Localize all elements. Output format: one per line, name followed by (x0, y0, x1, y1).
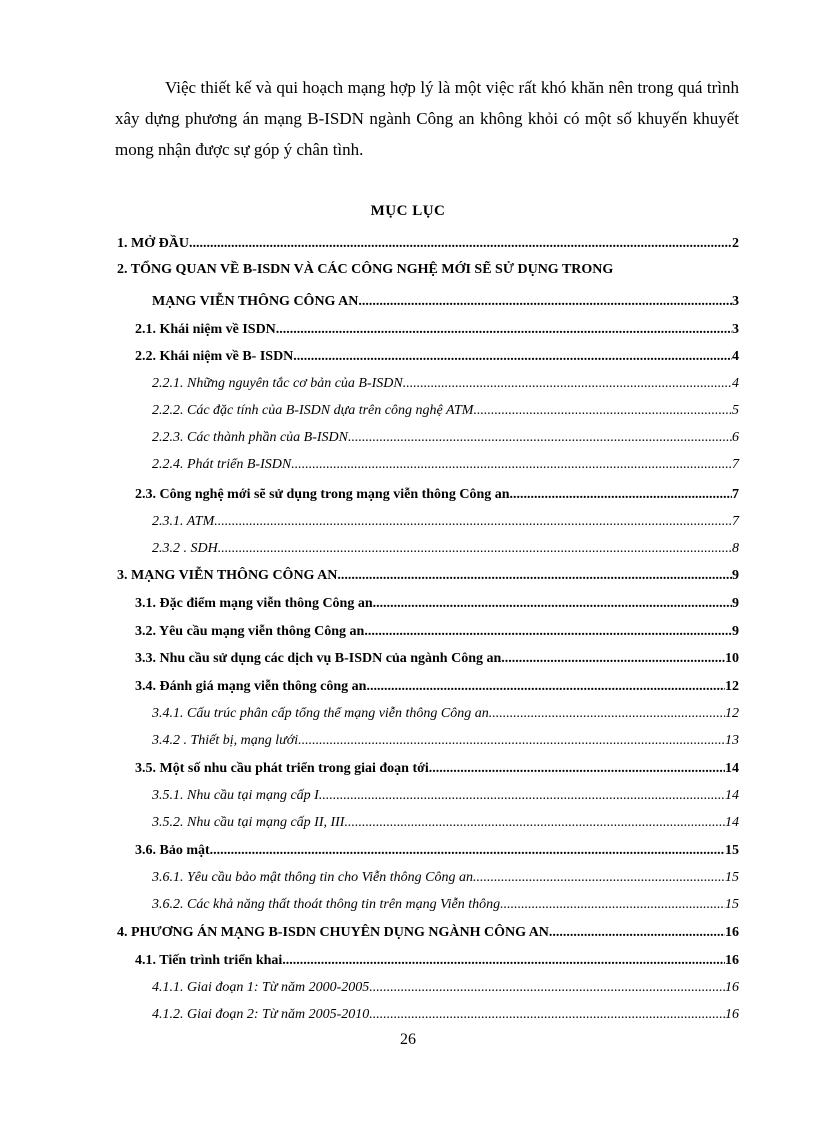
toc-entry-label: 3.4. Đánh giá mạng viễn thông công an (135, 679, 367, 694)
toc-entry-page: 14 (725, 761, 739, 776)
toc-entry[interactable] (135, 651, 739, 671)
toc-leader (366, 679, 725, 695)
page-number: 26 (400, 1031, 416, 1048)
toc-entry-page: 15 (725, 897, 739, 912)
toc-entry[interactable] (152, 706, 739, 726)
toc-leader (403, 376, 732, 392)
toc-leader (364, 624, 732, 640)
toc-entry[interactable] (152, 541, 739, 561)
toc-entry[interactable] (152, 514, 739, 534)
toc-entry-page: 14 (725, 788, 739, 803)
toc-entry[interactable] (152, 897, 739, 917)
toc-entry-label: 2.2.4. Phát triển B-ISDN (152, 457, 292, 472)
toc-leader (500, 897, 725, 913)
toc-entry-page: 5 (732, 403, 739, 418)
toc-entry-label: 3.3. Nhu cầu sử dụng các dịch vụ B-ISDN của ngành Công an (135, 651, 502, 666)
toc-leader (293, 349, 732, 365)
toc-entry-label: 4.1.1. Giai đoạn 1: Từ năm 2000-2005 (152, 980, 370, 995)
toc-entry-page: 9 (732, 568, 739, 583)
intro-text: Việc thiết kế và qui hoạch mạng hợp lý là một việc rất khó khăn nên trong quá trình xây dựng phương án mạng B-ISDN ngành Công an không khỏi có một số khuyến khuyết mong nhận được sự góp ý chân tình. (115, 78, 739, 159)
toc-leader (429, 761, 725, 777)
toc-entry-page: 7 (732, 457, 739, 472)
toc-entry[interactable] (152, 815, 739, 835)
toc-entry-page: 10 (725, 651, 739, 666)
toc-entry-page: 4 (732, 349, 739, 364)
toc-entry-page: 2 (732, 236, 739, 251)
toc-entry-label: 3.4.2 . Thiết bị, mạng lưới (152, 733, 299, 748)
toc-entry-label: 3.5.1. Nhu cầu tại mạng cấp I (152, 788, 319, 803)
intro-paragraph (115, 72, 739, 165)
toc-entry-label: 3.4.1. Cấu trúc phân cấp tổng thể mạng viễn thông Công an (152, 706, 489, 721)
toc-entry[interactable] (135, 596, 739, 616)
toc-entry-page: 7 (732, 487, 739, 502)
toc-leader (373, 596, 732, 612)
toc-leader (348, 430, 732, 446)
toc-entry[interactable] (152, 403, 739, 423)
toc-entry[interactable] (135, 322, 739, 342)
toc-entry-page: 9 (732, 624, 739, 639)
toc-leader (369, 980, 725, 996)
toc-entry-label: 2.2. Khái niệm về B- ISDN (135, 349, 294, 364)
toc-entry-label: 3. MẠNG VIỄN THÔNG CÔNG AN (117, 568, 338, 583)
toc-leader (276, 322, 732, 338)
toc-entry-page: 7 (732, 514, 739, 529)
toc-entry-page: 4 (732, 376, 739, 391)
toc-leader (291, 457, 732, 473)
toc-leader (282, 953, 725, 969)
toc-entry[interactable] (152, 980, 739, 1000)
toc-entry-label: 3.6.1. Yêu cầu bảo mật thông tin cho Viễn thông Công an (152, 870, 473, 885)
toc-leader (473, 403, 732, 419)
toc-entry-page: 3 (732, 294, 739, 309)
toc-entry[interactable] (152, 294, 739, 314)
toc-entry-label: 3.1. Đặc điểm mạng viễn thông Công an (135, 596, 373, 611)
toc-leader (337, 568, 732, 584)
toc-entry[interactable] (135, 487, 739, 507)
toc-entry-page: 8 (732, 541, 739, 556)
toc-entry[interactable] (135, 624, 739, 644)
toc-leader (489, 706, 725, 722)
toc-entry-label: 1. MỞ ĐẦU (117, 236, 189, 251)
toc-entry[interactable] (135, 843, 739, 863)
toc-entry-label: 3.6. Bảo mật (135, 843, 210, 858)
toc-leader (298, 733, 725, 749)
toc-entry-page: 15 (725, 870, 739, 885)
toc-entry-label: 2.3.2 . SDH (152, 541, 218, 556)
toc-entry-label: 4.1. Tiến trình triển khai (135, 953, 283, 968)
toc-entry-page: 15 (725, 843, 739, 858)
toc-leader (218, 541, 732, 557)
toc-entry-label: MẠNG VIỄN THÔNG CÔNG AN (152, 294, 359, 309)
toc-entry-label: 3.2. Yêu cầu mạng viễn thông Công an (135, 624, 365, 639)
toc-entry-label: 2.3. Công nghệ mới sẽ sử dụng trong mạng viễn thông Công an (135, 487, 510, 502)
toc-entry-label: 4.1.2. Giai đoạn 2: Từ năm 2005-2010 (152, 1007, 370, 1022)
toc-entry-label: 3.5. Một số nhu cầu phát triển trong giai đoạn tới (135, 761, 429, 776)
toc-leader (549, 925, 725, 941)
toc-title: MỤC LỤC (370, 203, 446, 219)
toc-leader (369, 1007, 725, 1023)
toc-leader (510, 487, 732, 503)
toc-entry-label: 2.2.1. Những nguyên tắc cơ bản của B-ISDN (152, 376, 403, 391)
toc-entry-page: 6 (732, 430, 739, 445)
toc-entry-label: 2.2.2. Các đặc tính của B-ISDN dựa trên công nghệ ATM (152, 403, 474, 418)
toc-entry[interactable] (152, 870, 739, 890)
toc-entry[interactable] (117, 568, 739, 588)
toc-entry[interactable] (135, 761, 739, 781)
toc-entry-2-line1[interactable]: 2. TỔNG QUAN VỀ B-ISDN VÀ CÁC CÔNG NGHỆ MỚI SẼ SỬ DỤNG TRONG (117, 262, 614, 277)
toc-entry-label: 2.1. Khái niệm về ISDN (135, 322, 276, 337)
toc-entry-page: 16 (725, 1007, 739, 1022)
toc-entry-label: 4. PHƯƠNG ÁN MẠNG B-ISDN CHUYÊN DỤNG NGÀNH CÔNG AN (117, 925, 549, 940)
toc-entry-page: 12 (725, 706, 739, 721)
toc-leader (358, 294, 732, 310)
toc-entry[interactable] (135, 679, 739, 699)
toc-entry-page: 3 (732, 322, 739, 337)
toc-entry[interactable] (152, 788, 739, 808)
toc-entry-page: 16 (725, 925, 739, 940)
toc-entry[interactable] (117, 236, 739, 256)
toc-entry[interactable] (135, 349, 739, 369)
toc-entry-page: 16 (725, 953, 739, 968)
toc-leader (319, 788, 725, 804)
toc-entry-page: 12 (725, 679, 739, 694)
toc-entry-label: 2.3.1. ATM (152, 514, 215, 529)
toc-entry-label: 2.2.3. Các thành phần của B-ISDN (152, 430, 348, 445)
toc-leader (214, 514, 732, 530)
toc-leader (189, 236, 732, 252)
toc-entry-page: 13 (725, 733, 739, 748)
toc-entry-label: 3.5.2. Nhu cầu tại mạng cấp II, III (152, 815, 345, 830)
toc-entry-label: 3.6.2. Các khả năng thất thoát thông tin trên mạng Viễn thông (152, 897, 501, 912)
toc-entry[interactable] (152, 1007, 739, 1027)
toc-entry[interactable] (135, 953, 739, 973)
toc-entry-page: 16 (725, 980, 739, 995)
toc-entry-page: 14 (725, 815, 739, 830)
toc-entry[interactable] (152, 376, 739, 396)
toc-leader (210, 843, 725, 859)
toc-leader (344, 815, 725, 831)
toc-entry[interactable] (152, 430, 739, 450)
toc-leader (501, 651, 725, 667)
toc-leader (473, 870, 725, 886)
toc-entry-page: 9 (732, 596, 739, 611)
toc-entry[interactable] (117, 925, 739, 945)
toc-entry[interactable] (152, 457, 739, 477)
toc-entry[interactable] (152, 733, 739, 753)
